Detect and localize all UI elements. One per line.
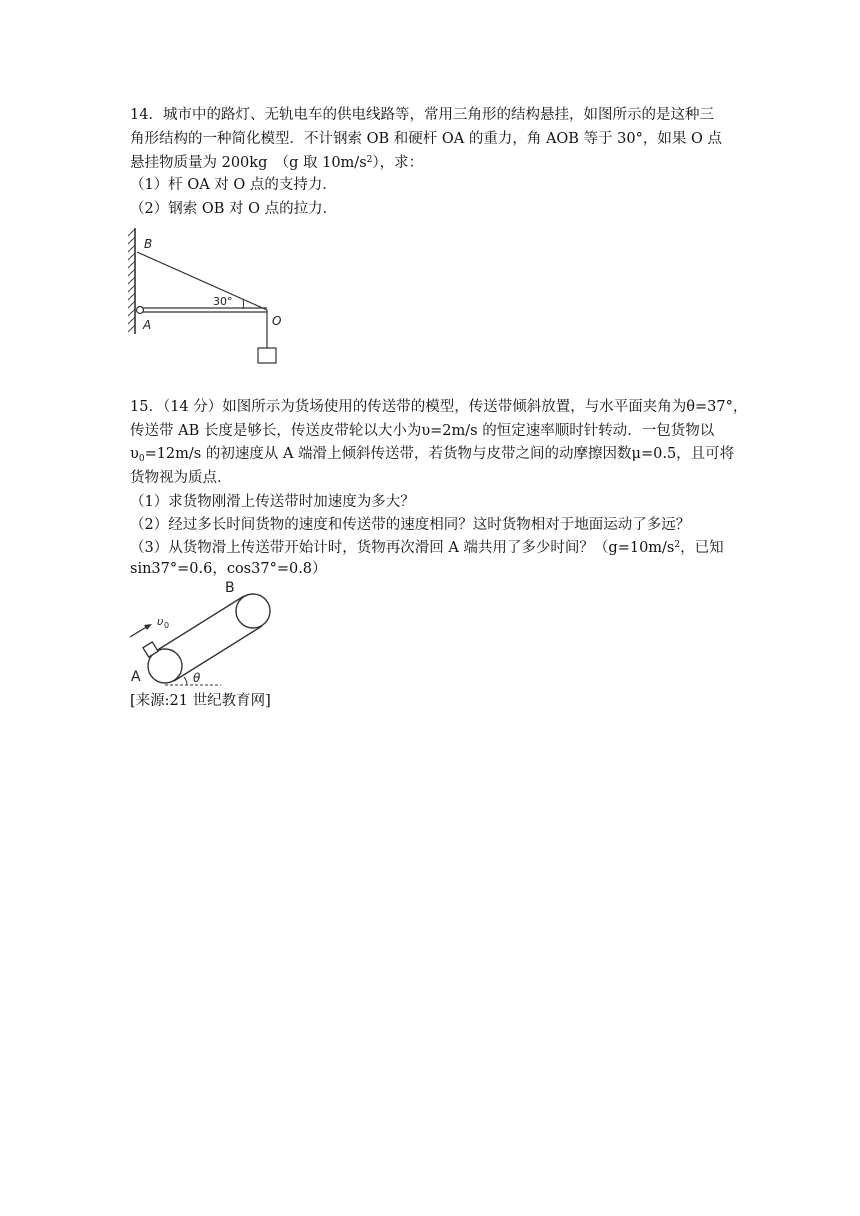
q15-velocity-arrow [130,626,148,637]
q14-wall-hatch [128,229,135,332]
q15-line3-v: υ [130,446,139,462]
q15-sub2: （2）经过多长时间货物的速度和传送带的速度相同？这时货物相对于地面运动了多远？ [130,517,691,533]
q14-label-o: O [272,314,282,328]
q15-sub3 [130,537,724,559]
q15-label-v-sub: 0 [164,621,170,630]
q14-line3-text: 悬挂物质量为 200kg （g 取 10m/s [130,155,367,171]
q14-label-angle: 30° [213,295,233,308]
q14-line3-end: ），求： [372,155,424,171]
q14-line2: 角形结构的一种简化模型．不计钢索 OB 和硬杆 OA 的重力，角 AOB 等于 30°，如果 O 点 [130,131,722,147]
q15-angle-arc [184,677,187,685]
q15-line1: 15．（14 分）如图所示为货场使用的传送带的模型，传送带倾斜放置，与水平面夹角为θ=37°， [130,399,748,415]
q15-label-v: υ [157,615,164,628]
q14-label-a: A [143,318,152,332]
q14-line1: 14．城市中的路灯、无轨电车的供电线路等，常用三角形的结构悬挂，如图所示的是这种三 [130,107,714,123]
q15-line2: 传送带 AB 长度是够长，传送皮带轮以大小为υ=2m/s 的恒定速率顺时针转动．一包货物以 [130,423,715,439]
q15-sub3-sup: 2 [674,540,681,550]
q15-sub1: （1）求货物刚滑上传送带时加速度为多大？ [130,494,415,510]
q14-sub1: （1）杆 OA 对 O 点的支持力． [130,177,337,193]
q14-cable-ob [137,252,267,310]
q14-sub2: （2）钢索 OB 对 O 点的拉力． [130,201,338,217]
q14-line3 [130,152,423,174]
q15-line3-sub: 0 [138,454,145,464]
q14-triangle-figure [125,222,295,372]
q15-label-b: B [225,580,235,596]
q15-sub3-line2: sin37°=0.6，cos37°=0.8） [130,561,327,577]
q15-line3-text: =12m/s 的初速度从 A 端滑上倾斜传送带，若货物与皮带之间的动摩擦因数μ=0.5，且可将 [144,446,735,462]
q15-sub3-end: ，已知 [680,540,724,556]
q15-conveyor-figure [125,578,285,690]
q14-label-b: B [144,237,153,251]
q15-belt-top [156,596,244,651]
q14-weight-box [258,348,276,363]
q15-label-a: A [131,669,141,685]
q14-angle-arc [243,299,244,309]
q14-line3-sup: 2 [366,155,373,165]
source-note: [来源:21 世纪教育网] [130,693,271,709]
q15-sub3-text: （3）从货物滑上传送带开始计时，货物再次滑回 A 端共用了多少时间？（g=10m/s [130,540,675,556]
q14-hinge-a [137,307,144,314]
q15-line3 [130,443,734,465]
q15-label-theta: θ [193,671,201,685]
q15-pulley-b [236,594,270,628]
q15-belt-bottom [174,626,262,681]
q15-line4: 货物视为质点． [130,470,232,486]
